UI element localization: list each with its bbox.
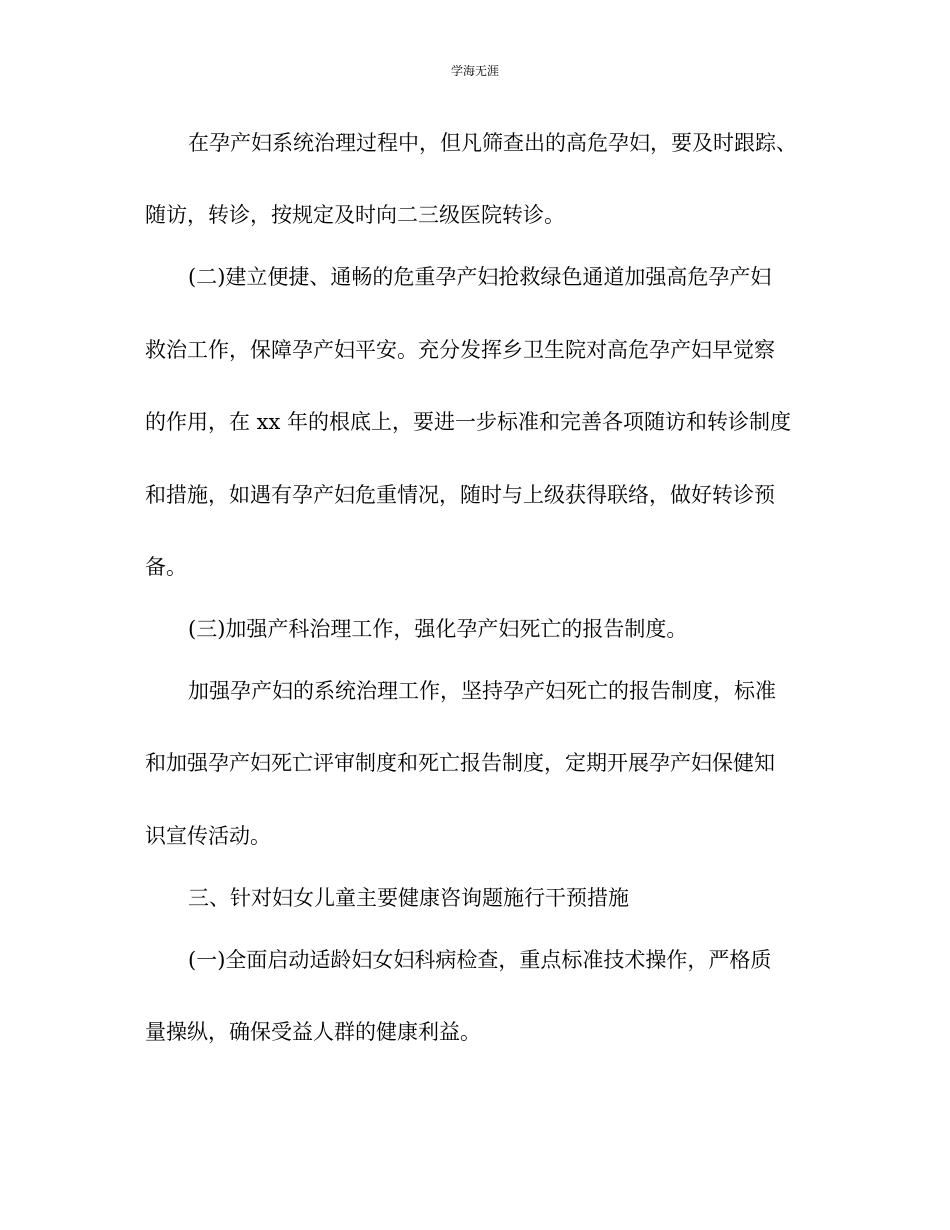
paragraph-line-4: 救治工作，保障孕产妇平安。充分发挥乡卫生院对高危孕产妇早觉察 (145, 338, 775, 362)
paragraph-line-11: 识宣传活动。 (145, 824, 271, 848)
paragraph-line-3: (二)建立便捷、通畅的危重孕产妇抢救绿色通道加强高危孕产妇 (188, 265, 772, 289)
paragraph-line-14: 量操纵，确保受益人群的健康利益。 (145, 1020, 481, 1044)
paragraph-line-6: 和措施，如遇有孕产妇危重情况，随时与上级获得联络，做好转诊预 (145, 483, 775, 507)
paragraph-line-2: 随访，转诊，按规定及时向二三级医院转诊。 (145, 203, 565, 227)
paragraph-line-10: 和加强孕产妇死亡评审制度和死亡报告制度，定期开展孕产妇保健知 (145, 751, 775, 775)
paragraph-line-1: 在孕产妇系统治理过程中，但凡筛查出的高危孕妇，要及时跟踪、 (188, 131, 797, 155)
paragraph-line-8: (三)加强产科治理工作，强化孕产妇死亡的报告制度。 (188, 617, 688, 641)
paragraph-line-9: 加强孕产妇的系统治理工作，坚持孕产妇死亡的报告制度，标准 (188, 679, 776, 703)
paragraph-line-7: 备。 (145, 555, 187, 579)
section-heading-3: 三、针对妇女儿童主要健康咨询题施行干预措施 (188, 886, 629, 910)
paragraph-line-13: (一)全面启动适龄妇女妇科病检查，重点标准技术操作，严格质 (188, 948, 772, 972)
paragraph-line-5: 的作用，在 xx 年的根底上，要进一步标准和完善各项随访和转诊制度 (145, 410, 792, 434)
page-header: 学海无涯 (450, 64, 499, 78)
